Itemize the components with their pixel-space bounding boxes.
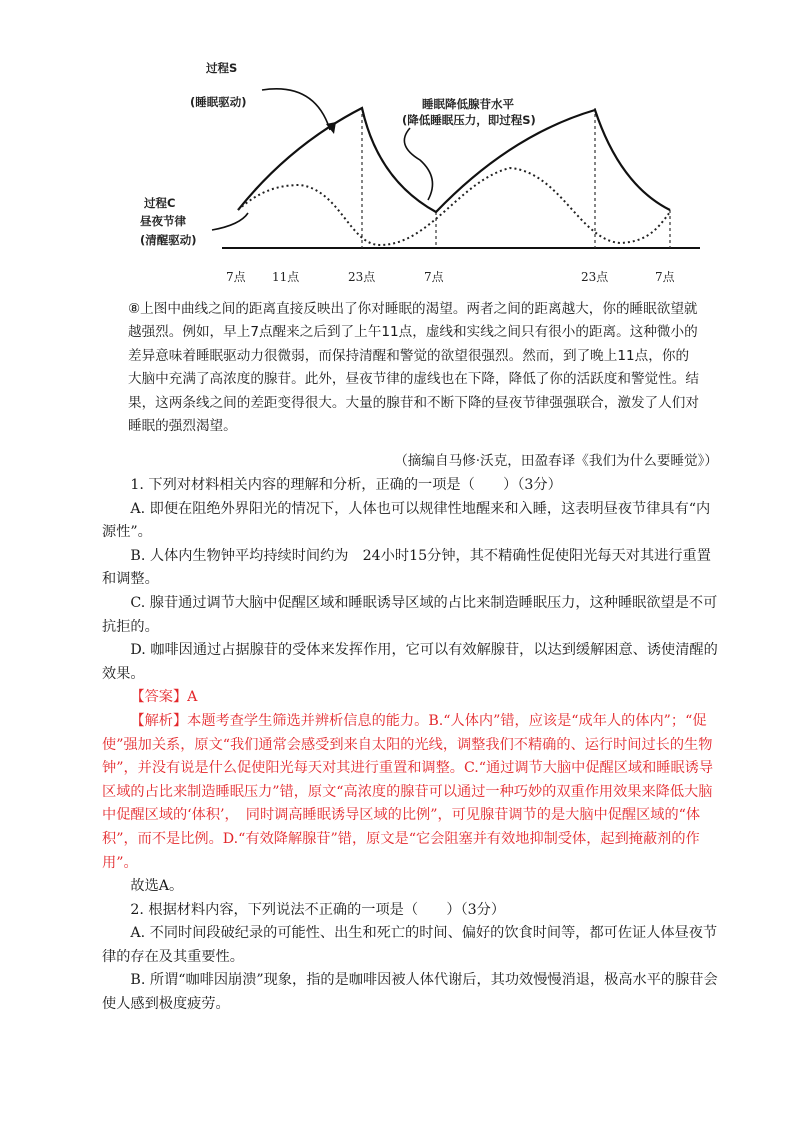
tick-11: 11点 bbox=[272, 270, 300, 284]
label-adenosine-sub: (降低睡眠压力，即过程S) bbox=[402, 113, 536, 127]
process-c-curve bbox=[238, 168, 670, 245]
q2-stem: 2. 根据材料内容，下列说法不正确的一项是（ ）（3分） bbox=[130, 901, 506, 918]
diagram-svg bbox=[140, 50, 720, 290]
q1-option-a: A. 即便在阻绝外界阳光的情况下，人体也可以规律性地醒来和入睡，这表明昼夜节律具有“内源性”。 bbox=[102, 500, 711, 541]
question-1 bbox=[102, 474, 720, 1017]
squiggle-arrow-icon bbox=[404, 128, 432, 200]
label-wake-drive: (清醒驱动) bbox=[140, 233, 197, 247]
q1-option-b: B. 人体内生物钟平均持续时间约为 24小时15分钟，其不精确性促使阳光每天对其进行重置和调整。 bbox=[102, 547, 711, 588]
label-circadian: 昼夜节律 bbox=[140, 214, 186, 228]
q1-choose: 故选A。 bbox=[130, 878, 184, 895]
arrow-curve-icon bbox=[262, 89, 330, 130]
label-sleep-drive: (睡眠驱动) bbox=[190, 95, 247, 109]
source-citation: （摘编自马修·沃克，田盈春译《我们为什么要睡觉》） bbox=[394, 453, 718, 469]
label-adenosine: 睡眠降低腺苷水平 bbox=[422, 97, 514, 111]
q1-option-d: D. 咖啡因通过占据腺苷的受体来发挥作用，它可以有效解腺苷，以达到缓解困意、诱使清醒的效果。 bbox=[102, 642, 718, 682]
tick-7-3: 7点 bbox=[655, 270, 675, 284]
q2-option-b: B. 所谓“咖啡因崩溃”现象，指的是咖啡因被人体代谢后，其功效慢慢消退，极高水平的腺苷会使人感到极度疲劳。 bbox=[102, 972, 718, 1013]
process-c-arrow-icon bbox=[212, 213, 248, 230]
q1-option-c: C. 腺苷通过调节大脑中促醒区域和睡眠诱导区域的占比来制造睡眠压力，这种睡眠欲望是不可抗拒的。 bbox=[102, 594, 718, 635]
tick-7-2: 7点 bbox=[424, 270, 444, 284]
sleep-process-diagram bbox=[140, 50, 720, 290]
tick-23-2: 23点 bbox=[581, 270, 609, 284]
label-process-s: 过程S bbox=[206, 61, 238, 75]
tick-7-1: 7点 bbox=[226, 270, 246, 284]
tick-23-1: 23点 bbox=[348, 270, 376, 284]
q1-answer: 【答案】A bbox=[130, 689, 198, 706]
label-process-c: 过程C bbox=[144, 196, 176, 210]
q1-stem: 1. 下列对材料相关内容的理解和分析，正确的一项是（ ）（3分） bbox=[130, 477, 562, 493]
q2-option-a: A. 不同时间段破纪录的可能性、出生和死亡的时间、偏好的饮食时间等，都可佐证人体昼夜节律的存在及其重要性。 bbox=[102, 925, 718, 965]
paragraph-8: ⑧上图中曲线之间的距离直接反映出了你对睡眠的渴望。两者之间的距离越大，你的睡眠欲望就越强烈。例如，早上7点醒来之后到了上午11点，虚线和实线之间只有很小的距离。这种微小的差异意味着睡眠驱动力很微弱，而保持清醒和警觉的欲望很强烈。然而，到了晚上11点，你的大脑中充满了高浓度的腺苷。此外，昼夜节律的虚线也在下降，降低了你的活跃度和警觉性。结果，这两条线之间的差距变得很大。大量的腺苷和不断下降的昼夜节律强强联合，激发了人们对睡眠的强烈渴望。 bbox=[128, 301, 699, 435]
q1-analysis: 【解析】本题考查学生筛选并辨析信息的能力。B.“人体内”错，应该是“成年人的体内”；“促使”强加关系，原文“我们通常会感受到来自太阳的光线，调整我们不精确的、运行时间过长的生物钟”，并没有说是什么促使阳光每天对其进行重置和调整。C.“通过调节大脑中促醒区域和睡眠诱导区域的占比来制造睡眠压力”错，原文“高浓度的腺苷可以通过一种巧妙的双重作用效果来降低大脑中促醒区域的‘体积’， 同时调高睡眠诱导区域的比例”，可见腺苷调节的是大脑中促醒区域的“体积”，而不是比例。D.“有效降解腺苷”错，原文是“它会阻塞并有效地抑制受体，起到掩蔽剂的作用”。 bbox=[102, 712, 714, 871]
